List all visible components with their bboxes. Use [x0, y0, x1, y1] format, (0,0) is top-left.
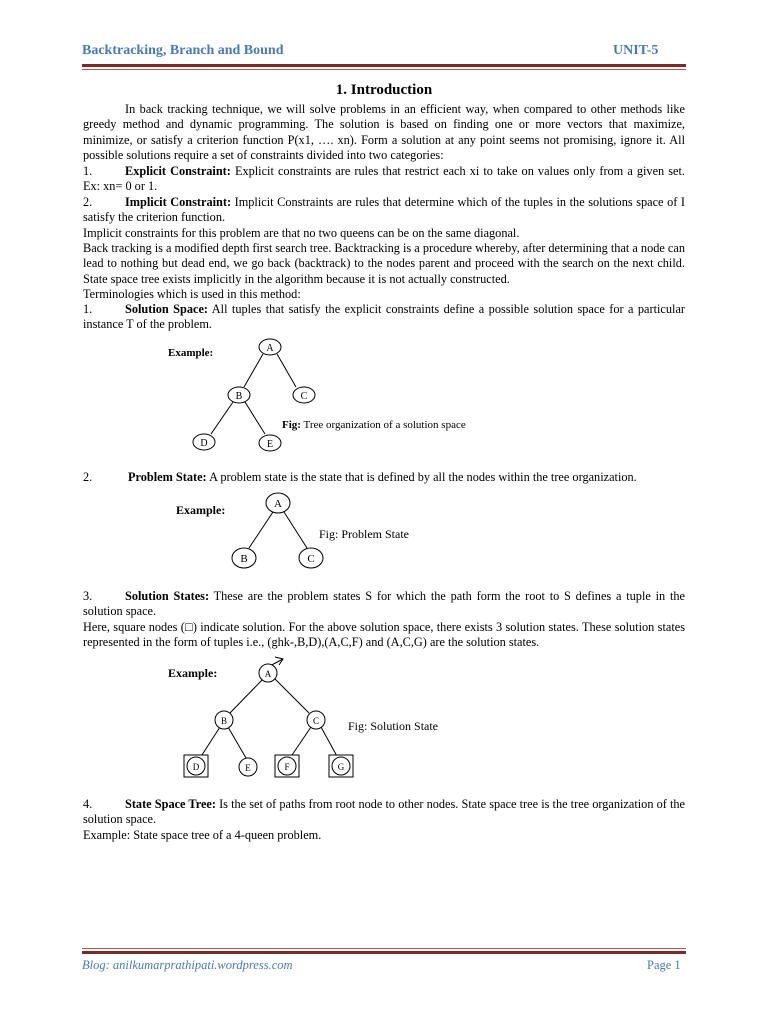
- item-number: 2.: [83, 195, 93, 209]
- tree-node-a: [266, 493, 290, 513]
- svg-text:E: E: [245, 763, 251, 773]
- tree-node-e: [259, 435, 281, 451]
- term-label: Solution Space:: [125, 302, 209, 316]
- svg-text:B: B: [220, 716, 228, 726]
- footer-rule-thin: [82, 948, 686, 949]
- example-label: Example:: [168, 347, 214, 359]
- solution-node-f: [275, 755, 299, 777]
- header-title: Backtracking, Branch and Bound: [82, 43, 284, 58]
- svg-text:A: A: [266, 343, 274, 354]
- implicit-constraint: [83, 195, 685, 226]
- item-number: 4.: [83, 797, 93, 811]
- header-unit: UNIT-5: [613, 43, 659, 58]
- figure-caption-solution-state: Fig: Solution State: [348, 719, 439, 733]
- item-number: 1.: [83, 302, 93, 316]
- svg-text:D: D: [200, 438, 208, 449]
- problem-state-term: [83, 470, 685, 485]
- tree-diagram-solution-state: [178, 645, 363, 785]
- tree-node-c: [293, 387, 315, 403]
- caption-prefix: Fig:: [282, 419, 301, 431]
- item-number: 1.: [83, 164, 93, 178]
- footer-blog-link[interactable]: Blog: anilkumarprathipati.wordpress.com: [82, 958, 293, 972]
- tree-diagram-solution-space: [180, 330, 350, 460]
- tree-node-e: [239, 758, 257, 776]
- solution-node-g: [329, 755, 353, 777]
- item-number: 2.: [83, 470, 93, 484]
- header-rule-thin: [82, 69, 686, 70]
- tree-node-d: [193, 434, 215, 450]
- svg-text:A: A: [274, 498, 282, 510]
- terminologies-intro: Terminologies which is used in this method:: [83, 287, 301, 301]
- intro-text: In back tracking technique, we will solve problems in an efficient way, when compared to other methods like greedy method and dynamic programming. The solution is based on finding one or more vectors that maximize, minimize, or satisfy a criterion function P(x1, …. xn). Form a solution at any point seems not promising, ignore it. All possible solutions require a set of constraints divided into two categories:: [83, 102, 685, 163]
- svg-text:G: G: [337, 762, 345, 772]
- tree-node-b: [228, 387, 250, 403]
- tree-node-a: [259, 664, 277, 682]
- solution-node-d: [184, 755, 208, 777]
- state-space-example: Example: State space tree of a 4-queen problem.: [83, 828, 322, 842]
- figure-caption-problem-state: Fig: Problem State: [319, 527, 409, 541]
- solution-states-note: Here, square nodes (□) indicate solution. For the above solution space, there exists 3 solution states. These solution states represented in the form of tuples i.e., (ghk-,B,D),(A,C,F) and (A,C,G) are the solution states.: [83, 620, 685, 650]
- svg-text:C: C: [307, 553, 315, 565]
- intro-paragraph: [83, 102, 685, 164]
- svg-text:C: C: [300, 391, 308, 402]
- svg-text:B: B: [235, 391, 243, 402]
- explicit-constraint: [83, 164, 685, 195]
- footer-rule: [82, 951, 686, 954]
- tree-node-b: [232, 548, 256, 568]
- tree-node-a: [259, 339, 281, 355]
- state-space-tree-term: [83, 797, 685, 828]
- term-text: Is the set of paths from root node to other nodes. State space tree is the tree organization of the solution space.: [83, 797, 685, 827]
- solution-space-term: [83, 302, 685, 333]
- example-label: Example:: [168, 666, 218, 680]
- term-text: A problem state is the state that is defined by all the nodes within the tree organization.: [206, 470, 637, 484]
- term-text: Implicit Constraints are rules that determine which of the tuples in the solutions space of I satisfy the criterion function.: [83, 195, 685, 225]
- term-label: Solution States:: [125, 589, 210, 603]
- svg-text:D: D: [192, 762, 200, 772]
- svg-text:A: A: [264, 669, 272, 679]
- figure-caption-solution-space: [282, 419, 466, 431]
- term-label: Explicit Constraint:: [125, 164, 231, 178]
- implicit-note: Implicit constraints for this problem are that no two queens can be on the same diagonal.: [83, 226, 520, 240]
- example-label: Example:: [176, 503, 226, 517]
- tree-node-b: [215, 711, 233, 729]
- solution-states-term: [83, 589, 685, 620]
- caption-text: Tree organization of a solution space: [300, 419, 466, 431]
- term-label: State Space Tree:: [125, 797, 216, 811]
- svg-text:F: F: [284, 762, 290, 772]
- term-text: All tuples that satisfy the explicit constraints define a possible solution space for a particular instance T of the problem.: [83, 302, 685, 332]
- header-rule: [82, 64, 686, 67]
- term-text: These are the problem states S for which the path form the root to S defines a tuple in the solution space.: [83, 589, 685, 619]
- svg-text:B: B: [240, 553, 248, 565]
- tree-node-c: [307, 711, 325, 729]
- tree-node-c: [299, 548, 323, 568]
- term-label: Problem State:: [128, 470, 207, 484]
- term-label: Implicit Constraint:: [125, 195, 232, 209]
- section-title: 1. Introduction: [335, 82, 433, 98]
- term-text: Explicit constraints are rules that restrict each xi to take on values only from a given set. Ex: xn= 0 or 1.: [83, 164, 685, 194]
- item-number: 3.: [83, 589, 93, 603]
- footer-page-number: Page 1: [647, 958, 681, 972]
- svg-text:C: C: [312, 716, 320, 726]
- backtracking-paragraph: Back tracking is a modified depth first search tree. Backtracking is a procedure whereby, after determining that a node can lead to nothing but dead end, we go back (backtrack) to the nodes parent and proceed with the search on the next child. State space tree exists implicitly in the algorithm because it is not actually constructed.: [83, 241, 685, 286]
- svg-text:E: E: [266, 439, 274, 450]
